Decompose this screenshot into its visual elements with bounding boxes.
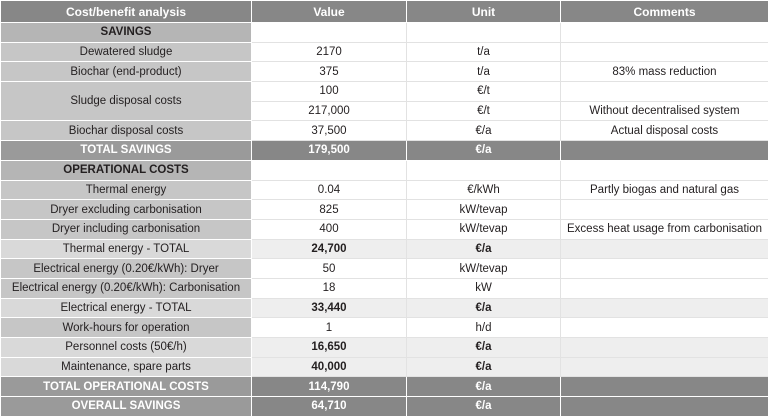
row-value: 0.04 bbox=[252, 180, 407, 200]
row-comment: Excess heat usage from carbonisation bbox=[561, 219, 768, 239]
row-unit: t/a bbox=[407, 62, 561, 82]
row-comment: Without decentralised system bbox=[561, 101, 768, 121]
row-label: Biochar disposal costs bbox=[1, 121, 252, 141]
row-value: 16,650 bbox=[252, 338, 407, 358]
row-value: 1 bbox=[252, 318, 407, 338]
row-unit: €/t bbox=[407, 101, 561, 121]
row-label: Electrical energy (0.20€/kWh): Dryer bbox=[1, 259, 252, 279]
table-row bbox=[1, 259, 768, 279]
row-label: Personnel costs (50€/h) bbox=[1, 338, 252, 358]
table-row bbox=[1, 62, 768, 82]
row-unit: €/a bbox=[407, 141, 561, 161]
header-cost-benefit: Cost/benefit analysis bbox=[1, 1, 252, 23]
row-value: 50 bbox=[252, 259, 407, 279]
row-comment bbox=[561, 298, 768, 318]
row-comment bbox=[561, 239, 768, 259]
row-value: 217,000 bbox=[252, 101, 407, 121]
section-row-savings bbox=[1, 23, 768, 43]
row-value: 825 bbox=[252, 200, 407, 220]
subtotal-row-maintenance bbox=[1, 357, 768, 377]
row-value: 40,000 bbox=[252, 357, 407, 377]
total-row-operational bbox=[1, 377, 768, 397]
row-comment bbox=[561, 42, 768, 62]
total-row-savings bbox=[1, 141, 768, 161]
header-row bbox=[1, 1, 768, 23]
row-label: Maintenance, spare parts bbox=[1, 357, 252, 377]
row-unit: €/a bbox=[407, 121, 561, 141]
row-label: Electrical energy (0.20€/kWh): Carbonisation bbox=[1, 278, 252, 298]
subtotal-row-personnel bbox=[1, 338, 768, 358]
row-comment bbox=[561, 377, 768, 397]
row-unit: €/kWh bbox=[407, 180, 561, 200]
row-label: Work-hours for operation bbox=[1, 318, 252, 338]
row-label: Dewatered sludge bbox=[1, 42, 252, 62]
row-unit: kW/tevap bbox=[407, 219, 561, 239]
total-row-overall bbox=[1, 397, 768, 417]
row-value: 375 bbox=[252, 62, 407, 82]
row-comment bbox=[561, 82, 768, 102]
row-unit: €/a bbox=[407, 338, 561, 358]
row-label: TOTAL SAVINGS bbox=[1, 141, 252, 161]
row-comment bbox=[561, 357, 768, 377]
table-header bbox=[1, 1, 768, 23]
row-unit: €/a bbox=[407, 377, 561, 397]
row-unit: t/a bbox=[407, 42, 561, 62]
row-label: Biochar (end-product) bbox=[1, 62, 252, 82]
subtotal-row-electrical bbox=[1, 298, 768, 318]
row-unit: kW/tevap bbox=[407, 200, 561, 220]
row-comment bbox=[561, 318, 768, 338]
row-value: 24,700 bbox=[252, 239, 407, 259]
table-row bbox=[1, 278, 768, 298]
row-unit: €/t bbox=[407, 82, 561, 102]
row-comment bbox=[561, 397, 768, 417]
row-unit: h/d bbox=[407, 318, 561, 338]
table-row bbox=[1, 121, 768, 141]
row-label: Dryer including carbonisation bbox=[1, 219, 252, 239]
row-value: 18 bbox=[252, 278, 407, 298]
header-comments: Comments bbox=[561, 1, 768, 23]
table-row bbox=[1, 42, 768, 62]
row-label: TOTAL OPERATIONAL COSTS bbox=[1, 377, 252, 397]
row-label: Thermal energy bbox=[1, 180, 252, 200]
row-comment: Actual disposal costs bbox=[561, 121, 768, 141]
row-comment bbox=[561, 278, 768, 298]
row-value: 33,440 bbox=[252, 298, 407, 318]
row-comment: 83% mass reduction bbox=[561, 62, 768, 82]
row-label: Dryer excluding carbonisation bbox=[1, 200, 252, 220]
row-label: Electrical energy - TOTAL bbox=[1, 298, 252, 318]
row-comment bbox=[561, 259, 768, 279]
row-label: OVERALL SAVINGS bbox=[1, 397, 252, 417]
row-label: Sludge disposal costs bbox=[1, 82, 252, 121]
table-row bbox=[1, 200, 768, 220]
row-unit: €/a bbox=[407, 397, 561, 417]
table-row bbox=[1, 318, 768, 338]
table-body bbox=[1, 23, 768, 417]
row-value: 114,790 bbox=[252, 377, 407, 397]
row-value: 37,500 bbox=[252, 121, 407, 141]
section-label: SAVINGS bbox=[1, 23, 252, 43]
row-unit: kW/tevap bbox=[407, 259, 561, 279]
table-row bbox=[1, 82, 768, 102]
row-unit: €/a bbox=[407, 298, 561, 318]
row-unit: €/a bbox=[407, 239, 561, 259]
row-value: 400 bbox=[252, 219, 407, 239]
row-unit: kW bbox=[407, 278, 561, 298]
section-label: OPERATIONAL COSTS bbox=[1, 160, 252, 180]
table-row bbox=[1, 180, 768, 200]
row-comment bbox=[561, 338, 768, 358]
row-value: 2170 bbox=[252, 42, 407, 62]
subtotal-row-thermal bbox=[1, 239, 768, 259]
row-value: 179,500 bbox=[252, 141, 407, 161]
row-value: 64,710 bbox=[252, 397, 407, 417]
table-row bbox=[1, 219, 768, 239]
section-row-operational bbox=[1, 160, 768, 180]
row-unit: €/a bbox=[407, 357, 561, 377]
header-unit: Unit bbox=[407, 1, 561, 23]
header-value: Value bbox=[252, 1, 407, 23]
row-comment bbox=[561, 200, 768, 220]
row-comment: Partly biogas and natural gas bbox=[561, 180, 768, 200]
row-comment bbox=[561, 141, 768, 161]
row-label: Thermal energy - TOTAL bbox=[1, 239, 252, 259]
row-value: 100 bbox=[252, 82, 407, 102]
